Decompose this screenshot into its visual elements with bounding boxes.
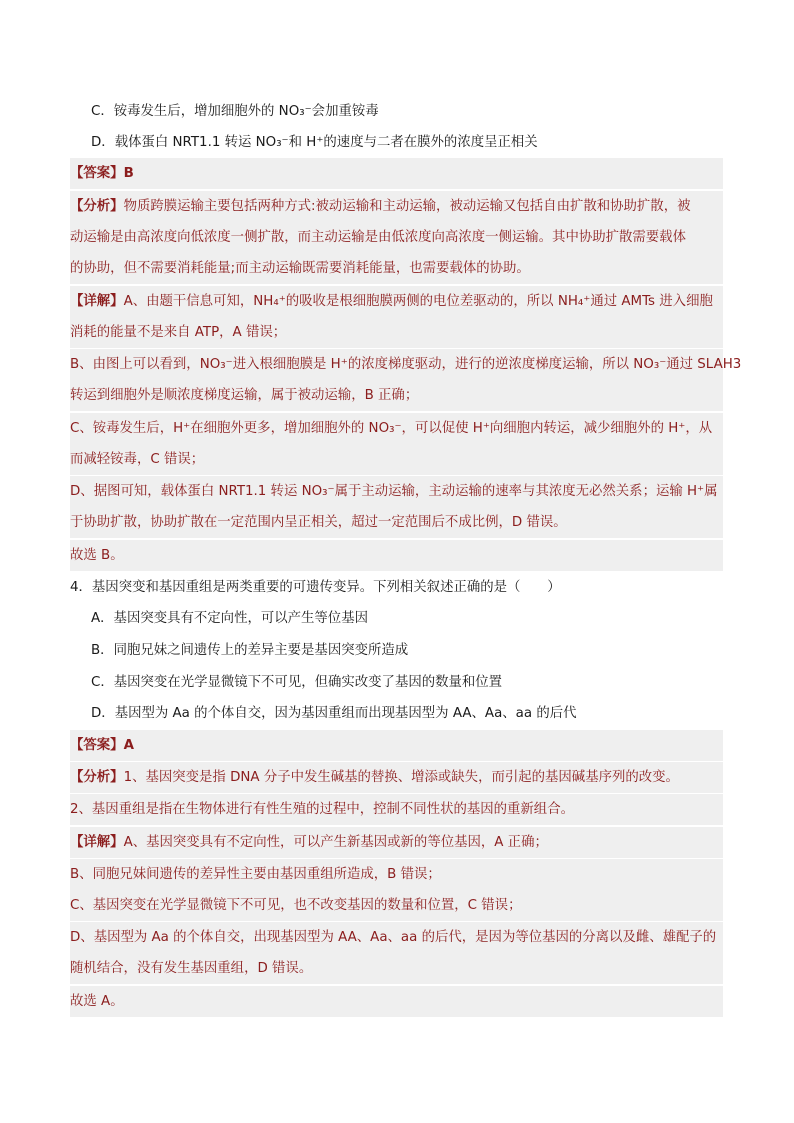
q3-analysis-line-1 bbox=[70, 191, 723, 222]
q3-conclusion: 故选 B。 bbox=[70, 540, 723, 571]
q4-analysis-line-2: 2、基因重组是指在生物体进行有性生殖的过程中，控制不同性状的基因的重新组合。 bbox=[70, 794, 723, 825]
answer-value: B bbox=[123, 166, 134, 181]
analysis-text: 物质跨膜运输主要包括两种方式:被动运输和主动运输，被动运输又包括自由扩散和协助扩散，被 bbox=[123, 199, 691, 214]
q4-analysis-line-1 bbox=[70, 762, 723, 793]
q4-conclusion: 故选 A。 bbox=[70, 986, 723, 1017]
q4-detail-line-4: D、基因型为 Aa 的个体自交，出现基因型为 AA、Aa、aa 的后代，是因为等位基因的分离以及雌、雄配子的 bbox=[70, 922, 723, 953]
q3-detail-line-8: 于协助扩散，协助扩散在一定范围内呈正相关，超过一定范围后不成比例，D 错误。 bbox=[70, 507, 723, 538]
q4-answer-line bbox=[70, 730, 723, 761]
q4-stem: 4．基因突变和基因重组是两类重要的可遗传变异。下列相关叙述正确的是（ ） bbox=[70, 580, 561, 595]
q4-detail-line-3: C、基因突变在光学显微镜下不可见，也不改变基因的数量和位置，C 错误； bbox=[70, 890, 723, 921]
q4-detail-line-1 bbox=[70, 827, 723, 858]
q4-option-c: C．基因突变在光学显微镜下不可见，但确实改变了基因的数量和位置 bbox=[91, 675, 503, 690]
answer-tag: 【答案】 bbox=[70, 738, 124, 753]
q3-detail-line-4: 转运到细胞外是顺浓度梯度运输，属于被动运输，B 正确； bbox=[70, 380, 723, 411]
q3-option-c: C．铵毒发生后，增加细胞外的 NO₃⁻会加重铵毒 bbox=[91, 104, 379, 119]
q4-detail-line-2: B、同胞兄妹间遗传的差异性主要由基因重组所造成，B 错误； bbox=[70, 859, 723, 890]
q4-detail-line-5: 随机结合，没有发生基因重组，D 错误。 bbox=[70, 953, 723, 984]
detail-tag: 【详解】 bbox=[70, 835, 124, 850]
q3-answer-line bbox=[70, 158, 723, 189]
answer-value: A bbox=[123, 738, 134, 753]
q4-option-d: D．基因型为 Aa 的个体自交，因为基因重组而出现基因型为 AA、Aa、aa 的后代 bbox=[91, 706, 577, 721]
q3-detail-line-5: C、铵毒发生后，H⁺在细胞外更多，增加细胞外的 NO₃⁻，可以促使 H⁺向细胞内转运，减少细胞外的 H⁺，从 bbox=[70, 413, 723, 444]
q3-analysis-line-2: 动运输是由高浓度向低浓度一侧扩散，而主动运输是由低浓度向高浓度一侧运输。其中协助扩散需要载体 bbox=[70, 222, 723, 253]
detail-text: A、基因突变具有不定向性，可以产生新基因或新的等位基因，A 正确； bbox=[123, 835, 548, 850]
q3-analysis-line-3: 的协助，但不需要消耗能量;而主动运输既需要消耗能量，也需要载体的协助。 bbox=[70, 253, 723, 284]
q3-option-d: D．载体蛋白 NRT1.1 转运 NO₃⁻和 H⁺的速度与二者在膜外的浓度呈正相关 bbox=[91, 135, 538, 150]
q3-detail-line-3: B、由图上可以看到，NO₃⁻进入根细胞膜是 H⁺的浓度梯度驱动，进行的逆浓度梯度运输，所以 NO₃⁻通过 SLAH3 bbox=[70, 349, 723, 380]
answer-tag: 【答案】 bbox=[70, 166, 124, 181]
analysis-text: 1、基因突变是指 DNA 分子中发生碱基的替换、增添或缺失，而引起的基因碱基序列的改变。 bbox=[123, 770, 679, 785]
q3-detail-line-7: D、据图可知，载体蛋白 NRT1.1 转运 NO₃⁻属于主动运输，主动运输的速率与其浓度无必然关系；运输 H⁺属 bbox=[70, 476, 723, 507]
q3-detail-line-6: 而减轻铵毒，C 错误； bbox=[70, 444, 723, 475]
analysis-tag: 【分析】 bbox=[70, 199, 124, 214]
analysis-tag: 【分析】 bbox=[70, 770, 124, 785]
q4-option-a: A．基因突变具有不定向性，可以产生等位基因 bbox=[91, 611, 368, 626]
q3-detail-line-2: 消耗的能量不是来自 ATP，A 错误； bbox=[70, 317, 723, 348]
q3-detail-line-1 bbox=[70, 286, 723, 317]
q4-option-b: B．同胞兄妹之间遗传上的差异主要是基因突变所造成 bbox=[91, 643, 409, 658]
detail-text: A、由题干信息可知，NH₄⁺的吸收是根细胞膜两侧的电位差驱动的，所以 NH₄⁺通过 AMTs 进入细胞 bbox=[123, 294, 713, 309]
detail-tag: 【详解】 bbox=[70, 294, 124, 309]
